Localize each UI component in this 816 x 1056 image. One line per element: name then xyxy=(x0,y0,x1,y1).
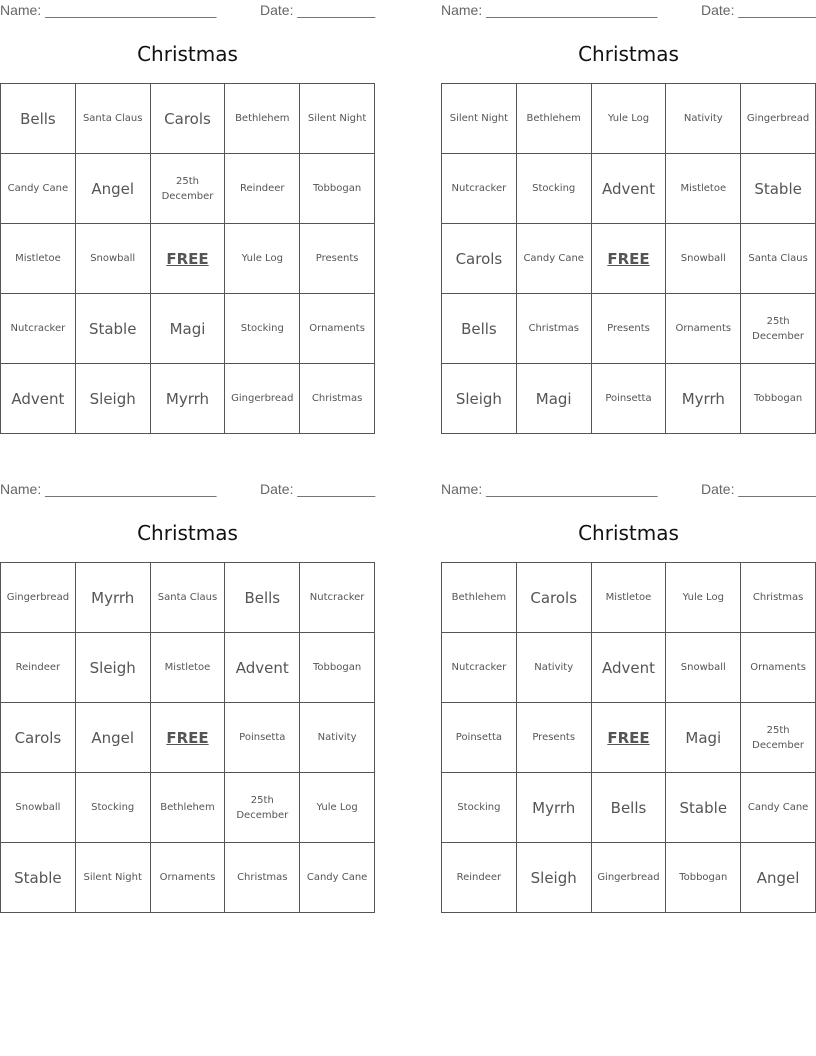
bingo-cell: Sleigh xyxy=(442,364,517,434)
bingo-cell: Silent Night xyxy=(300,84,375,154)
bingo-row xyxy=(442,224,816,294)
bingo-cell: Snowball xyxy=(1,773,76,843)
bingo-row xyxy=(1,633,375,703)
bingo-cell: Santa Claus xyxy=(741,224,816,294)
bingo-cell: Gingerbread xyxy=(741,84,816,154)
card-header xyxy=(441,0,816,22)
bingo-cell: Sleigh xyxy=(75,633,150,703)
bingo-cell: Snowball xyxy=(666,224,741,294)
free-space-cell: FREE xyxy=(150,224,225,294)
bingo-cell: Mistletoe xyxy=(666,154,741,224)
bingo-cell: Myrrh xyxy=(75,563,150,633)
bingo-row xyxy=(1,294,375,364)
bingo-cell: Myrrh xyxy=(516,773,591,843)
bingo-cell: Reindeer xyxy=(442,843,517,913)
bingo-row xyxy=(442,773,816,843)
bingo-grid xyxy=(441,562,816,913)
bingo-cell: Snowball xyxy=(666,633,741,703)
bingo-cell: 25th December xyxy=(741,703,816,773)
date-field-label: Date: __________ xyxy=(260,2,376,18)
bingo-cell: Mistletoe xyxy=(150,633,225,703)
bingo-cell: Stocking xyxy=(75,773,150,843)
bingo-cell: Ornaments xyxy=(741,633,816,703)
bingo-cell: Myrrh xyxy=(666,364,741,434)
bingo-cell: Magi xyxy=(516,364,591,434)
bingo-cell: Poinsetta xyxy=(442,703,517,773)
bingo-cell: Sleigh xyxy=(75,364,150,434)
name-field-label: Name: ______________________ xyxy=(441,2,658,18)
bingo-row xyxy=(1,224,375,294)
bingo-cell: Nutcracker xyxy=(1,294,76,364)
bingo-cell: Ornaments xyxy=(666,294,741,364)
bingo-cell: Tobbogan xyxy=(741,364,816,434)
bingo-cell: Bells xyxy=(442,294,517,364)
bingo-cell: Christmas xyxy=(300,364,375,434)
date-field-label: Date: __________ xyxy=(260,481,376,497)
name-field-label: Name: ______________________ xyxy=(0,2,217,18)
bingo-cell: Poinsetta xyxy=(591,364,666,434)
bingo-cell: 25th December xyxy=(225,773,300,843)
bingo-cell: Bethlehem xyxy=(442,563,517,633)
bingo-cell: Yule Log xyxy=(666,563,741,633)
bingo-cell: Stocking xyxy=(516,154,591,224)
bingo-cell: 25th December xyxy=(741,294,816,364)
bingo-cell: Advent xyxy=(591,633,666,703)
bingo-cell: 25th December xyxy=(150,154,225,224)
bingo-cell: Tobbogan xyxy=(666,843,741,913)
bingo-cell: Christmas xyxy=(516,294,591,364)
bingo-cell: Candy Cane xyxy=(1,154,76,224)
bingo-card xyxy=(441,0,816,434)
bingo-cell: Nutcracker xyxy=(300,563,375,633)
bingo-row xyxy=(442,843,816,913)
bingo-cell: Magi xyxy=(150,294,225,364)
bingo-row xyxy=(1,563,375,633)
bingo-cell: Candy Cane xyxy=(300,843,375,913)
bingo-cell: Myrrh xyxy=(150,364,225,434)
bingo-row xyxy=(442,294,816,364)
bingo-grid xyxy=(0,562,375,913)
bingo-cell: Mistletoe xyxy=(591,563,666,633)
bingo-row xyxy=(1,84,375,154)
bingo-cell: Ornaments xyxy=(300,294,375,364)
bingo-cell: Tobbogan xyxy=(300,633,375,703)
bingo-cell: Yule Log xyxy=(225,224,300,294)
card-title: Christmas xyxy=(137,521,238,545)
bingo-cell: Nutcracker xyxy=(442,154,517,224)
bingo-cell: Reindeer xyxy=(225,154,300,224)
bingo-cell: Silent Night xyxy=(75,843,150,913)
bingo-cell: Carols xyxy=(150,84,225,154)
bingo-cell: Bells xyxy=(591,773,666,843)
bingo-cell: Carols xyxy=(1,703,76,773)
card-header xyxy=(441,479,816,501)
bingo-cell: Angel xyxy=(75,154,150,224)
bingo-cell: Tobbogan xyxy=(300,154,375,224)
free-space-cell: FREE xyxy=(150,703,225,773)
card-title: Christmas xyxy=(578,42,679,66)
bingo-cell: Stable xyxy=(75,294,150,364)
bingo-cell: Stable xyxy=(1,843,76,913)
bingo-card xyxy=(0,0,375,434)
card-title: Christmas xyxy=(137,42,238,66)
card-title: Christmas xyxy=(578,521,679,545)
bingo-cell: Angel xyxy=(75,703,150,773)
bingo-cell: Advent xyxy=(591,154,666,224)
bingo-cell: Nativity xyxy=(666,84,741,154)
bingo-cell: Presents xyxy=(300,224,375,294)
bingo-cell: Yule Log xyxy=(300,773,375,843)
date-field-label: Date: __________ xyxy=(701,481,816,497)
bingo-cell: Presents xyxy=(516,703,591,773)
bingo-row xyxy=(1,773,375,843)
free-space-cell: FREE xyxy=(591,703,666,773)
bingo-row xyxy=(442,633,816,703)
bingo-cell: Gingerbread xyxy=(591,843,666,913)
bingo-cell: Reindeer xyxy=(1,633,76,703)
bingo-cell: Angel xyxy=(741,843,816,913)
bingo-row xyxy=(442,563,816,633)
bingo-cell: Stocking xyxy=(225,294,300,364)
bingo-cell: Poinsetta xyxy=(225,703,300,773)
bingo-cell: Christmas xyxy=(741,563,816,633)
bingo-cell: Santa Claus xyxy=(75,84,150,154)
bingo-cell: Yule Log xyxy=(591,84,666,154)
bingo-cell: Christmas xyxy=(225,843,300,913)
bingo-cell: Bells xyxy=(225,563,300,633)
card-header xyxy=(0,0,375,22)
bingo-cell: Snowball xyxy=(75,224,150,294)
bingo-cell: Nativity xyxy=(300,703,375,773)
bingo-row xyxy=(442,703,816,773)
name-field-label: Name: ______________________ xyxy=(0,481,217,497)
bingo-grid xyxy=(0,83,375,434)
bingo-cell: Carols xyxy=(442,224,517,294)
bingo-row xyxy=(442,154,816,224)
bingo-cell: Stable xyxy=(666,773,741,843)
bingo-card xyxy=(441,479,816,913)
bingo-cell: Sleigh xyxy=(516,843,591,913)
bingo-cell: Mistletoe xyxy=(1,224,76,294)
bingo-cell: Nutcracker xyxy=(442,633,517,703)
bingo-row xyxy=(1,364,375,434)
bingo-grid xyxy=(441,83,816,434)
bingo-cell: Bethlehem xyxy=(516,84,591,154)
bingo-cell: Stocking xyxy=(442,773,517,843)
free-space-cell: FREE xyxy=(591,224,666,294)
bingo-cell: Magi xyxy=(666,703,741,773)
bingo-row xyxy=(1,703,375,773)
bingo-row xyxy=(442,84,816,154)
bingo-cell: Ornaments xyxy=(150,843,225,913)
bingo-cell: Candy Cane xyxy=(741,773,816,843)
bingo-cell: Presents xyxy=(591,294,666,364)
date-field-label: Date: __________ xyxy=(701,2,816,18)
bingo-cell: Gingerbread xyxy=(225,364,300,434)
bingo-cell: Stable xyxy=(741,154,816,224)
name-field-label: Name: ______________________ xyxy=(441,481,658,497)
bingo-cell: Carols xyxy=(516,563,591,633)
bingo-cell: Silent Night xyxy=(442,84,517,154)
bingo-row xyxy=(1,154,375,224)
bingo-cell: Gingerbread xyxy=(1,563,76,633)
bingo-row xyxy=(442,364,816,434)
bingo-cell: Candy Cane xyxy=(516,224,591,294)
bingo-cell: Advent xyxy=(1,364,76,434)
card-header xyxy=(0,479,375,501)
bingo-cell: Bethlehem xyxy=(225,84,300,154)
bingo-row xyxy=(1,843,375,913)
bingo-cell: Bells xyxy=(1,84,76,154)
bingo-cell: Nativity xyxy=(516,633,591,703)
bingo-card xyxy=(0,479,375,913)
bingo-cell: Santa Claus xyxy=(150,563,225,633)
bingo-cell: Bethlehem xyxy=(150,773,225,843)
bingo-cell: Advent xyxy=(225,633,300,703)
